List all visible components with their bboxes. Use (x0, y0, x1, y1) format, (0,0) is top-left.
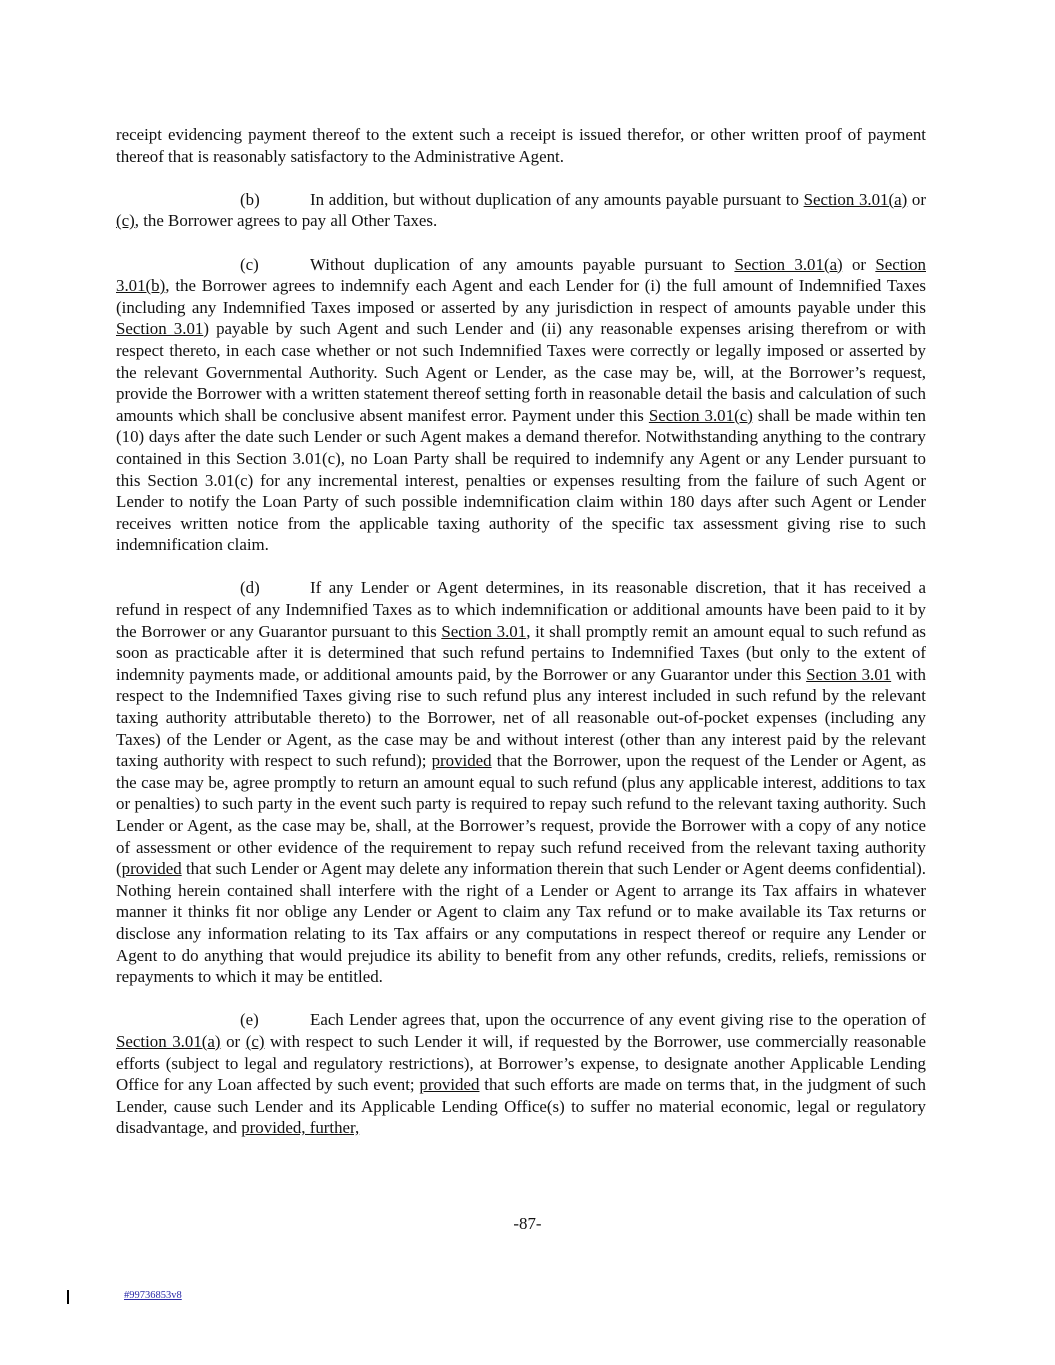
paragraph-d (116, 577, 926, 987)
paragraph-text: Each Lender agrees that, upon the occurrence of any event giving rise to the operation of (310, 1010, 926, 1030)
section-reference: (c) (116, 211, 135, 231)
paragraph-label: (d) (240, 578, 260, 598)
section-reference: Section 3.01(c) (648, 405, 753, 425)
paragraph-text: that such efforts are made on terms that, in the judgment of such Lender, cause such Lender and its Applicable Lending Office(s) to suffer no material economic, legal or regulatory disadvantage, and (116, 1075, 926, 1138)
section-reference: Section 3.01(a) (116, 1031, 221, 1051)
paragraph-text: , it shall promptly remit an amount equal to such refund as soon as practicable after it is determined that such refund pertains to Indemnified Taxes (but only to the extent of indemnity payments made, or additional amounts paid, by the Borrower or any Guarantor under this (116, 621, 927, 684)
section-reference: Section 3.01(a) (734, 254, 843, 274)
paragraph-text: that such Lender or Agent may delete any information therein that such Lender or Agent deems confidential). Nothing herein contained shall interfere with the right of a Lender or Agent to arrange its Tax affairs in whatever manner it thinks fit nor oblige any Lender or Agent to claim any Tax refund or to make available its Tax returns or disclose any information relating to its Tax affairs or any computations in respect thereof or require any Lender or Agent to do anything that would prejudice its ability to benefit from any other refunds, credits, reliefs, remissions or repayments to which it may be entitled. (116, 859, 926, 987)
paragraph-text: , the Borrower agrees to indemnify each Agent and each Lender for (i) the full amount of Indemnified Taxes (including any Indemnified Taxes imposed or asserted by any jurisdiction in respect of amounts payable under this (116, 276, 926, 317)
paragraph-b (116, 189, 926, 232)
paragraph-text: shall be made within ten (10) days after the date such Lender or such Agent makes a demand therefor. Notwithstanding anything to the contrary contained in this Section 3.01(c), no Loan Party shall be required to indemnify any Agent or any Lender pursuant to this Section 3.01(c) for any incremental interest, penalties or expenses resulting from the failure of such Agent or Lender to notify the Loan Party of such possible indemnification claim within 180 days after such Agent or Lender receives written notice from the applicable taxing authority of the specific tax assessment giving rise to such indemnification claim. (116, 405, 926, 555)
section-reference: Section 3.01(a) (803, 189, 908, 209)
paragraph-text: with respect to such Lender it will, if requested by the Borrower, use commercially reasonable efforts (subject to legal and regulatory restrictions), at Borrower’s expense, to designate another Applicable Lending Office for any Loan affected by such event; (116, 1031, 926, 1095)
paragraph-text: , the Borrower agrees to pay all Other Taxes. (134, 211, 438, 231)
paragraph-text: Without duplication of any amounts payable pursuant to (310, 254, 735, 274)
section-reference: Section 3.01 (806, 664, 892, 684)
paragraph-text: ) payable by such Agent and such Lender and (ii) any reasonable expenses arising therefrom or with respect thereto, in each case whether or not such Indemnified Taxes were correctly or legally imposed or asserted by the relevant Governmental Authority. Such Agent or Lender, as the case may be, will, at the Borrower’s request, provide the Borrower with a written statement thereof setting forth in reasonable detail the basis and calculation of such amounts which shall be conclusive absent manifest error. Payment under this (116, 319, 926, 425)
paragraph-intro-text: receipt evidencing payment thereof to the extent such a receipt is issued therefor, or other written proof of payment thereof that is reasonably satisfactory to the Administrative Agent. (116, 125, 926, 166)
paragraph-text: that the Borrower, upon the request of the Lender or Agent, as the case may be, agree promptly to return an amount equal to such refund (plus any applicable interest, additions to tax or penalties) to such party in the event such party is required to repay such refund to the relevant taxing authority. Such Lender or Agent, as the case may be, shall, at the Borrower’s request, provide the Borrower with a copy of any notice of assessment or other evidence of the requirement to repay such refund received from the relevant taxing authority ( (116, 751, 926, 879)
defined-term-provided-further: provided, further, (241, 1118, 360, 1138)
defined-term-provided: provided (121, 859, 182, 879)
paragraph-label: (e) (240, 1010, 259, 1030)
paragraph-text: If any Lender or Agent determines, in its reasonable discretion, that it has received a refund in respect of any Indemnified Taxes as to which indemnification or additional amounts have been paid to it by the Borrower or any Guarantor pursuant to this (116, 578, 926, 641)
section-reference: Section 3.01 (116, 319, 204, 339)
defined-term-provided: provided (431, 751, 492, 771)
paragraph-text: or (842, 254, 876, 274)
revision-bar (67, 1290, 69, 1304)
section-reference: Section 3.01(b) (116, 254, 926, 296)
section-reference: Section 3.01 (441, 621, 527, 641)
paragraph-c (116, 254, 926, 556)
page-number: -87- (513, 1214, 542, 1233)
paragraph-label: (b) (240, 189, 260, 209)
paragraph-e (116, 1009, 926, 1139)
section-reference: (c) (245, 1031, 265, 1051)
paragraph-intro (116, 124, 926, 167)
paragraph-text: or (907, 189, 926, 209)
paragraph-text: In addition, but without duplication of any amounts payable pursuant to (310, 189, 804, 209)
paragraph-label: (c) (240, 254, 259, 274)
document-body (116, 124, 926, 1161)
paragraph-text: or (220, 1031, 246, 1051)
defined-term-provided: provided (419, 1075, 480, 1095)
document-id-link[interactable]: #99736853v8 (124, 1290, 182, 1301)
paragraph-text: with respect to the Indemnified Taxes giving rise to such refund plus any interest included in such refund by the relevant taxing authority attributable thereto) to the Borrower, net of all reasonable out-of-pocket expenses (including any Taxes) of the Lender or Agent, as the case may be and without interest (other than any interest paid by the relevant taxing authority with respect to such refund); (116, 664, 926, 771)
